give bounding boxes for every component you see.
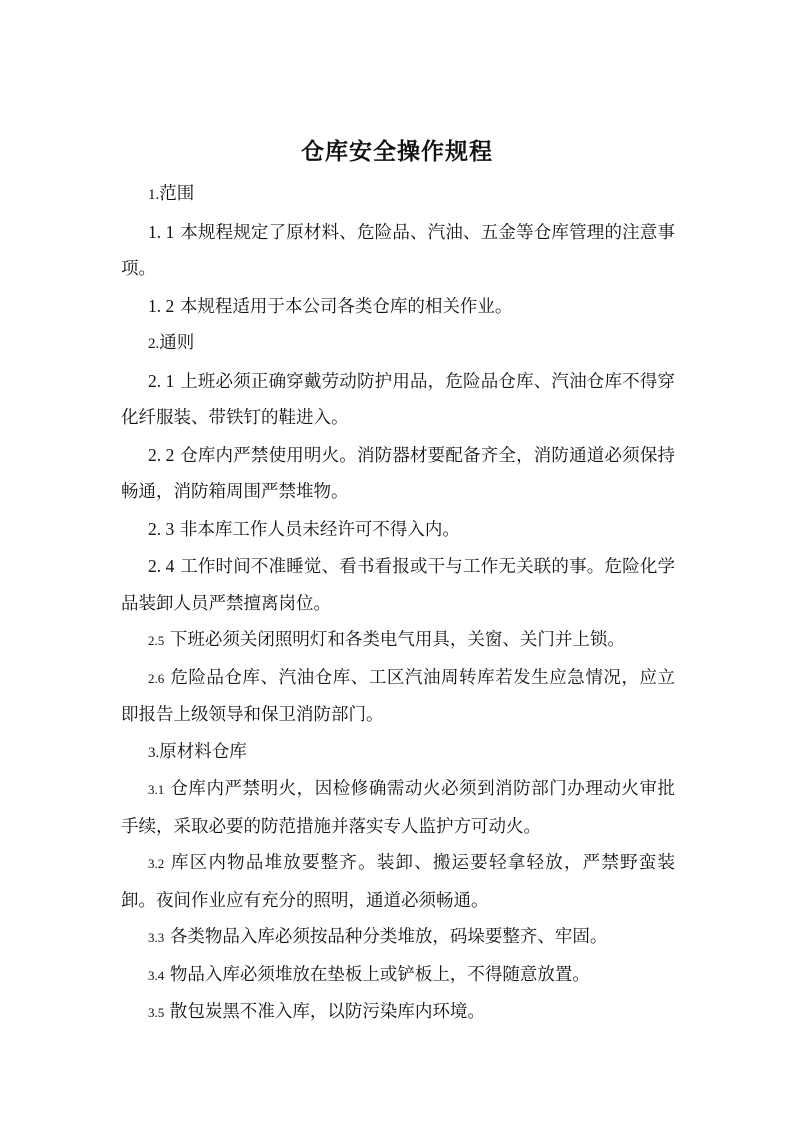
clause-paragraph	[121, 845, 675, 919]
section-heading	[121, 325, 675, 363]
clause-text: 仓库内严禁使用明火。消防器材要配备齐全，消防通道必须保持畅通，消防箱周围严禁堆物。	[121, 445, 676, 502]
section-heading	[121, 176, 675, 214]
section-number: 3.	[148, 744, 160, 761]
clause-number: 2. 3	[148, 518, 175, 539]
clause-paragraph	[121, 919, 675, 957]
clause-paragraph	[121, 214, 675, 288]
document-title: 仓库安全操作规程	[301, 139, 493, 165]
clause-number: 3.1	[148, 782, 165, 797]
clause-text: 本规程规定了原材料、危险品、汽油、五金等仓库管理的注意事项。	[121, 222, 676, 279]
section-number: 1.	[148, 187, 160, 203]
clause-number: 3.4	[148, 967, 165, 983]
clause-number: 2.5	[148, 633, 165, 648]
clause-paragraph	[121, 437, 675, 511]
clause-number: 2.6	[148, 670, 165, 686]
clause-paragraph	[121, 957, 675, 995]
clause-text: 非本库工作人员未经许可不得入内。	[179, 519, 460, 540]
section-title: 通则	[159, 333, 195, 353]
section-title: 范围	[159, 184, 195, 204]
clause-number: 1. 2	[148, 295, 175, 316]
clause-text: 仓库内严禁明火，因检修确需动火必须到消防部门办理动火审批手续，采取必要的防范措施并落实专人监护方可动火。	[121, 779, 675, 837]
clause-text: 本规程适用于本公司各类仓库的相关作业。	[179, 296, 513, 317]
clause-text: 各类物品入库必须按品种分类堆放，码垛要整齐、牢固。	[169, 927, 608, 947]
clause-paragraph	[121, 363, 675, 437]
clause-number: 3.5	[148, 1005, 165, 1020]
clause-text: 工作时间不准睡觉、看书看报或干与工作无关联的事。危险化学品装卸人员严禁擅离岗位。	[121, 557, 676, 614]
clause-number: 3.3	[148, 930, 165, 945]
clause-number: 2. 1	[148, 370, 175, 391]
clause-paragraph	[121, 660, 675, 734]
clause-text: 散包炭黑不准入库，以防污染库内环境。	[169, 1002, 485, 1022]
clause-text: 物品入库必须堆放在垫板上或铲板上，不得随意放置。	[169, 964, 590, 985]
section-heading	[121, 734, 675, 772]
clause-number: 2. 2	[148, 444, 175, 465]
clause-paragraph	[121, 511, 675, 549]
clause-paragraph	[121, 288, 675, 326]
clause-number: 3.2	[148, 856, 165, 871]
clause-number: 1. 1	[148, 221, 175, 242]
clause-number: 2. 4	[148, 556, 175, 576]
clause-text: 库区内物品堆放要整齐。装卸、搬运要轻拿轻放，严禁野蛮装卸。夜间作业应有充分的照明，通道必须畅通。	[121, 853, 675, 911]
clause-text: 危险品仓库、汽油仓库、工区汽油周转库若发生应急情况，应立即报告上级领导和保卫消防部门。	[121, 667, 675, 725]
clause-text: 上班必须正确穿戴劳动防护用品，危险品仓库、汽油仓库不得穿化纤服装、带铁钉的鞋进入。	[121, 371, 676, 428]
clause-paragraph	[121, 994, 675, 1032]
section-title: 原材料仓库	[159, 741, 247, 762]
clause-paragraph	[121, 548, 675, 622]
clause-text: 下班必须关闭照明灯和各类电气用具，关窗、关门并上锁。	[169, 630, 625, 650]
clause-paragraph	[121, 771, 675, 845]
document-body	[121, 176, 675, 1032]
clause-paragraph	[121, 622, 675, 660]
section-number: 2.	[148, 336, 160, 352]
